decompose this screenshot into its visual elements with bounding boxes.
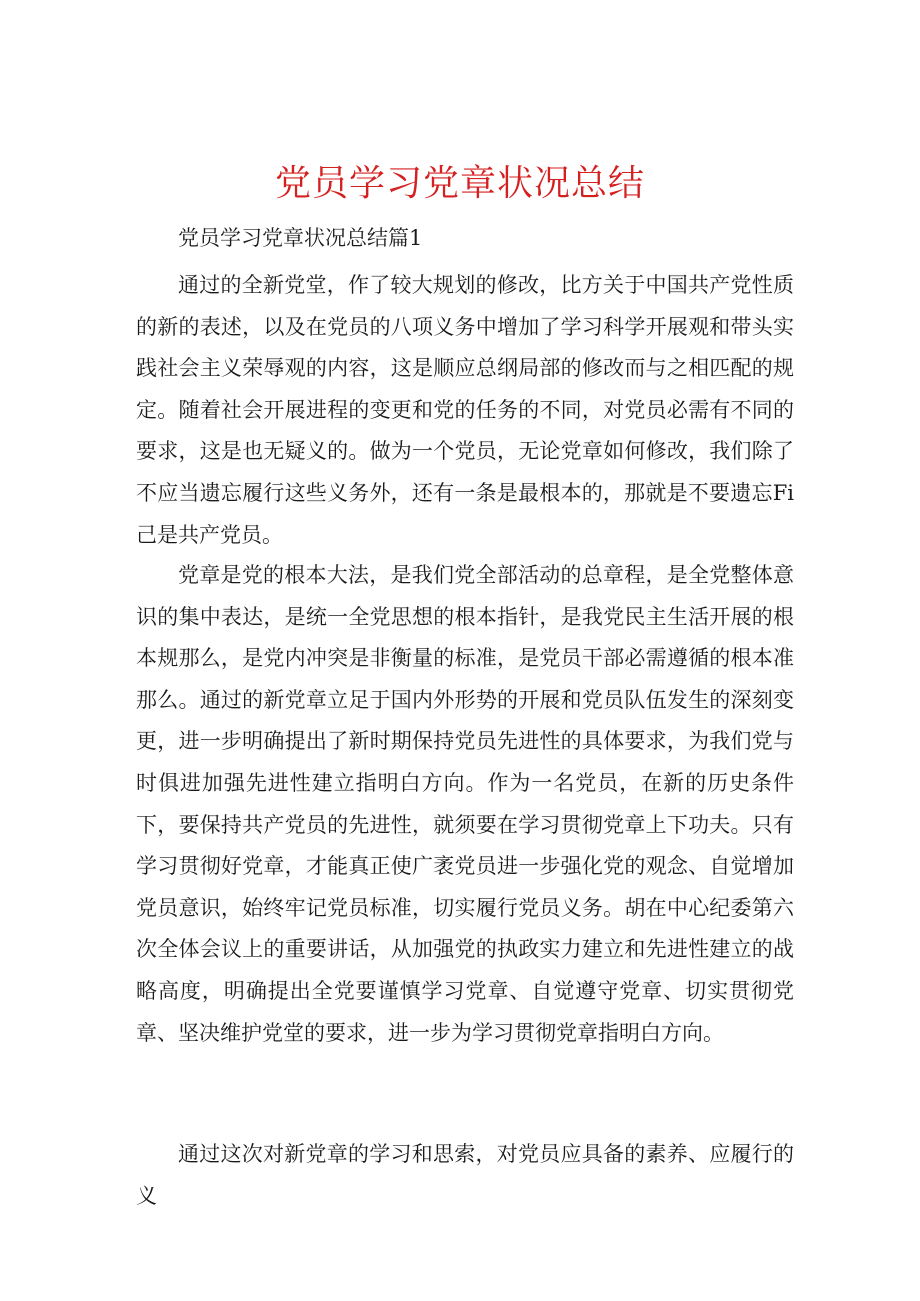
- paragraph-2: 党章是党的根本大法，是我们党全部活动的总章程，是全党整体意识的集中表达，是统一全党思想的根本指针，是我党民主生活开展的根本规那么，是党内冲突是非衡量的标准，是党员干部必需遵循的根本准那么。通过的新党章立足于国内外形势的开展和党员队伍发生的深刻变更，进一步明确提出了新时期保持党员先进性的具体要求，为我们党与时俱进加强先进性建立指明白方向。作为一名党员，在新的历史条件下，要保持共产党员的先进性，就须要在学习贯彻党章上下功夫。只有学习贯彻好党章，才能真正使广袤党员进一步强化党的观念、自觉增加党员意识，始终牢记党员标准，切实履行党员义务。胡在中心纪委第六次全体会议上的重要讲话，从加强党的执政实力建立和先进性建立的战略高度，明确提出全党要谨慎学习党章、自觉遵守党章、切实贯彻党章、坚决维护党堂的要求，进一步为学习贯彻党章指明白方向。: [136, 563, 794, 1045]
- document-title: 党员学习党章状况总结: [274, 163, 645, 205]
- section-heading: 党员学习党章状况总结篇1: [178, 226, 423, 250]
- paragraph-3: 通过这次对新党章的学习和思索，对党员应具备的素养、应履行的义: [136, 1142, 794, 1208]
- paragraph-1: 通过的全新党堂，作了较大规划的修改，比方关于中国共产党性质的新的表述，以及在党员的八项义务中增加了学习科学开展观和带头实践社会主义荣辱观的内容，这是顺应总纲局部的修改而与之相匹配的规定。随着社会开展进程的变更和党的任务的不同，对党员必需有不同的要求，这是也无疑义的。做为一个党员，无论党章如何修改，我们除了不应当遗忘履行这些义务外，还有一条是最根本的，那就是不要遗忘Fi己是共产党员。: [136, 273, 794, 547]
